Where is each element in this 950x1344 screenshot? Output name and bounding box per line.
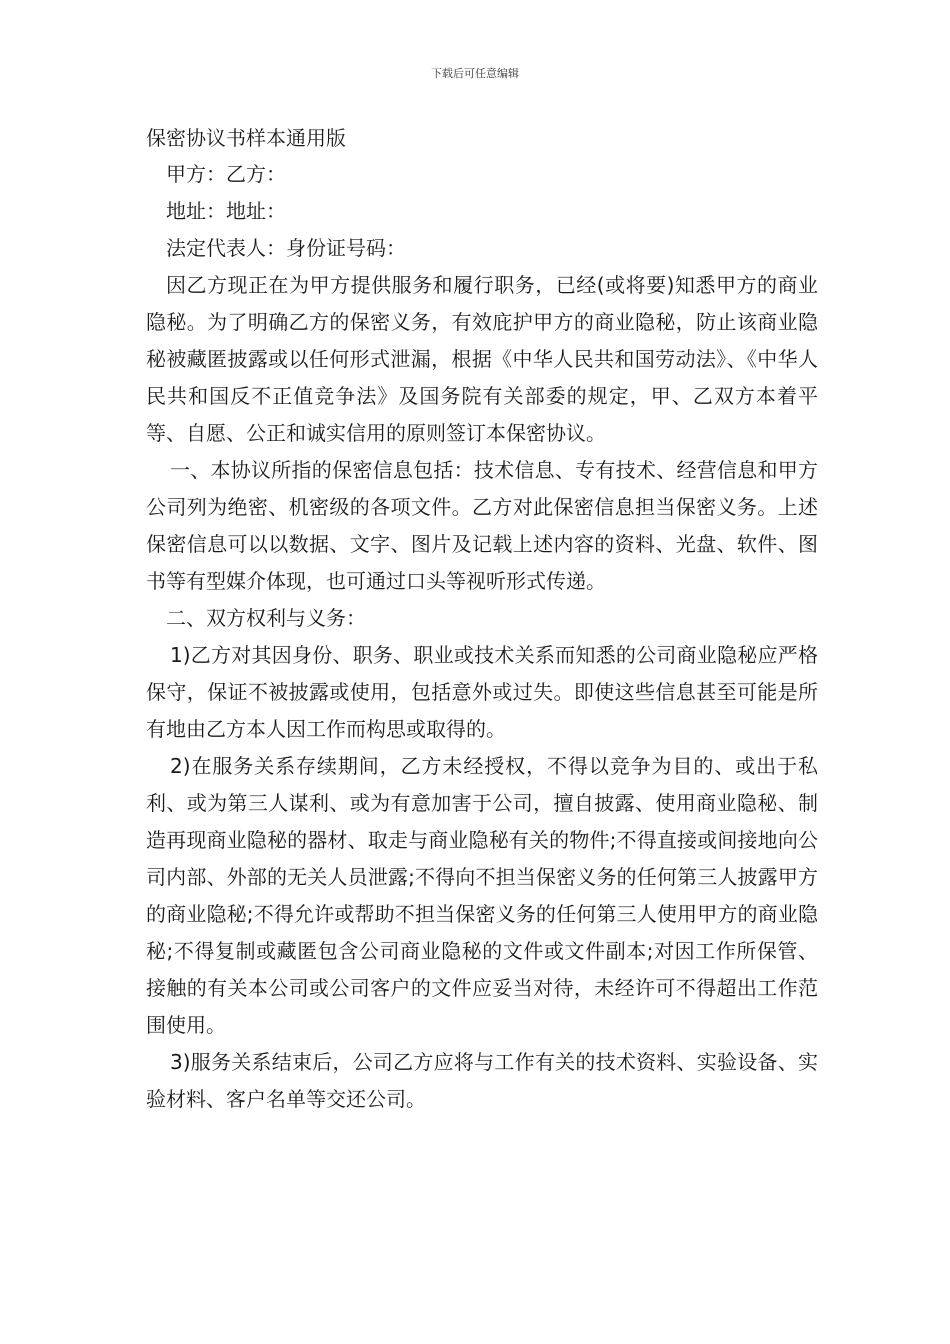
clause-two-heading: 二、双方权利与义务： xyxy=(166,606,366,630)
clause-two-item-2: 2)在服务关系存续期间，乙方未经授权，不得以竞争为目的、或出于私利、或为第三人谋利、或为有意加害于公司，擅自披露、使用商业隐秘、制造再现商业隐秘的器材、取走与商业隐秘有关的物件;不得直接或间接地向公司内部、外部的无关人员泄露;不得向不担当保密义务的任何第三人披露甲方的商业隐秘;不得允许或帮助不担当保密义务的任何第三人使用甲方的商业隐秘;不得复制或藏匿包含公司商业隐秘的文件或文件副本;对因工作所保管、接触的有关本公司或公司客户的文件应妥当对待，未经许可不得超出工作范围使用。 xyxy=(146,754,818,1037)
document-body xyxy=(146,120,818,1118)
clause-two-item-3: 3)服务关系结束后，公司乙方应将与工作有关的技术资料、实验设备、实验材料、客户名单等交还公司。 xyxy=(146,1050,818,1111)
preamble-paragraph: 因乙方现正在为甲方提供服务和履行职务，已经(或将要)知悉甲方的商业隐秘。为了明确乙方的保密义务，有效庇护甲方的商业隐秘，防止该商业隐秘被藏匿披露或以任何形式泄漏，根据《中华人民共和国劳动法》、《中华人民共和国反不正值竞争法》及国务院有关部委的规定，甲、乙双方本着平等、自愿、公正和诚实信用的原则签订本保密协议。 xyxy=(146,273,818,445)
clause-one-paragraph: 一、本协议所指的保密信息包括：技术信息、专有技术、经营信息和甲方公司列为绝密、机密级的各项文件。乙方对此保密信息担当保密义务。上述保密信息可以以数据、文字、图片及记载上述内容的资料、光盘、软件、图书等有型媒介体现，也可通过口头等视听形式传递。 xyxy=(146,458,818,593)
address-line: 地址：地址： xyxy=(166,199,286,223)
representative-line: 法定代表人：身份证号码： xyxy=(166,236,406,260)
document-title: 保密协议书样本通用版 xyxy=(146,126,346,150)
party-line: 甲方：乙方： xyxy=(166,162,286,186)
clause-two-item-1: 1)乙方对其因身份、职务、职业或技术关系而知悉的公司商业隐秘应严格保守，保证不被披露或使用，包括意外或过失。即使这些信息甚至可能是所有地由乙方本人因工作而构思或取得的。 xyxy=(146,643,818,741)
page-header-note: 下载后可任意编辑 xyxy=(431,67,519,80)
